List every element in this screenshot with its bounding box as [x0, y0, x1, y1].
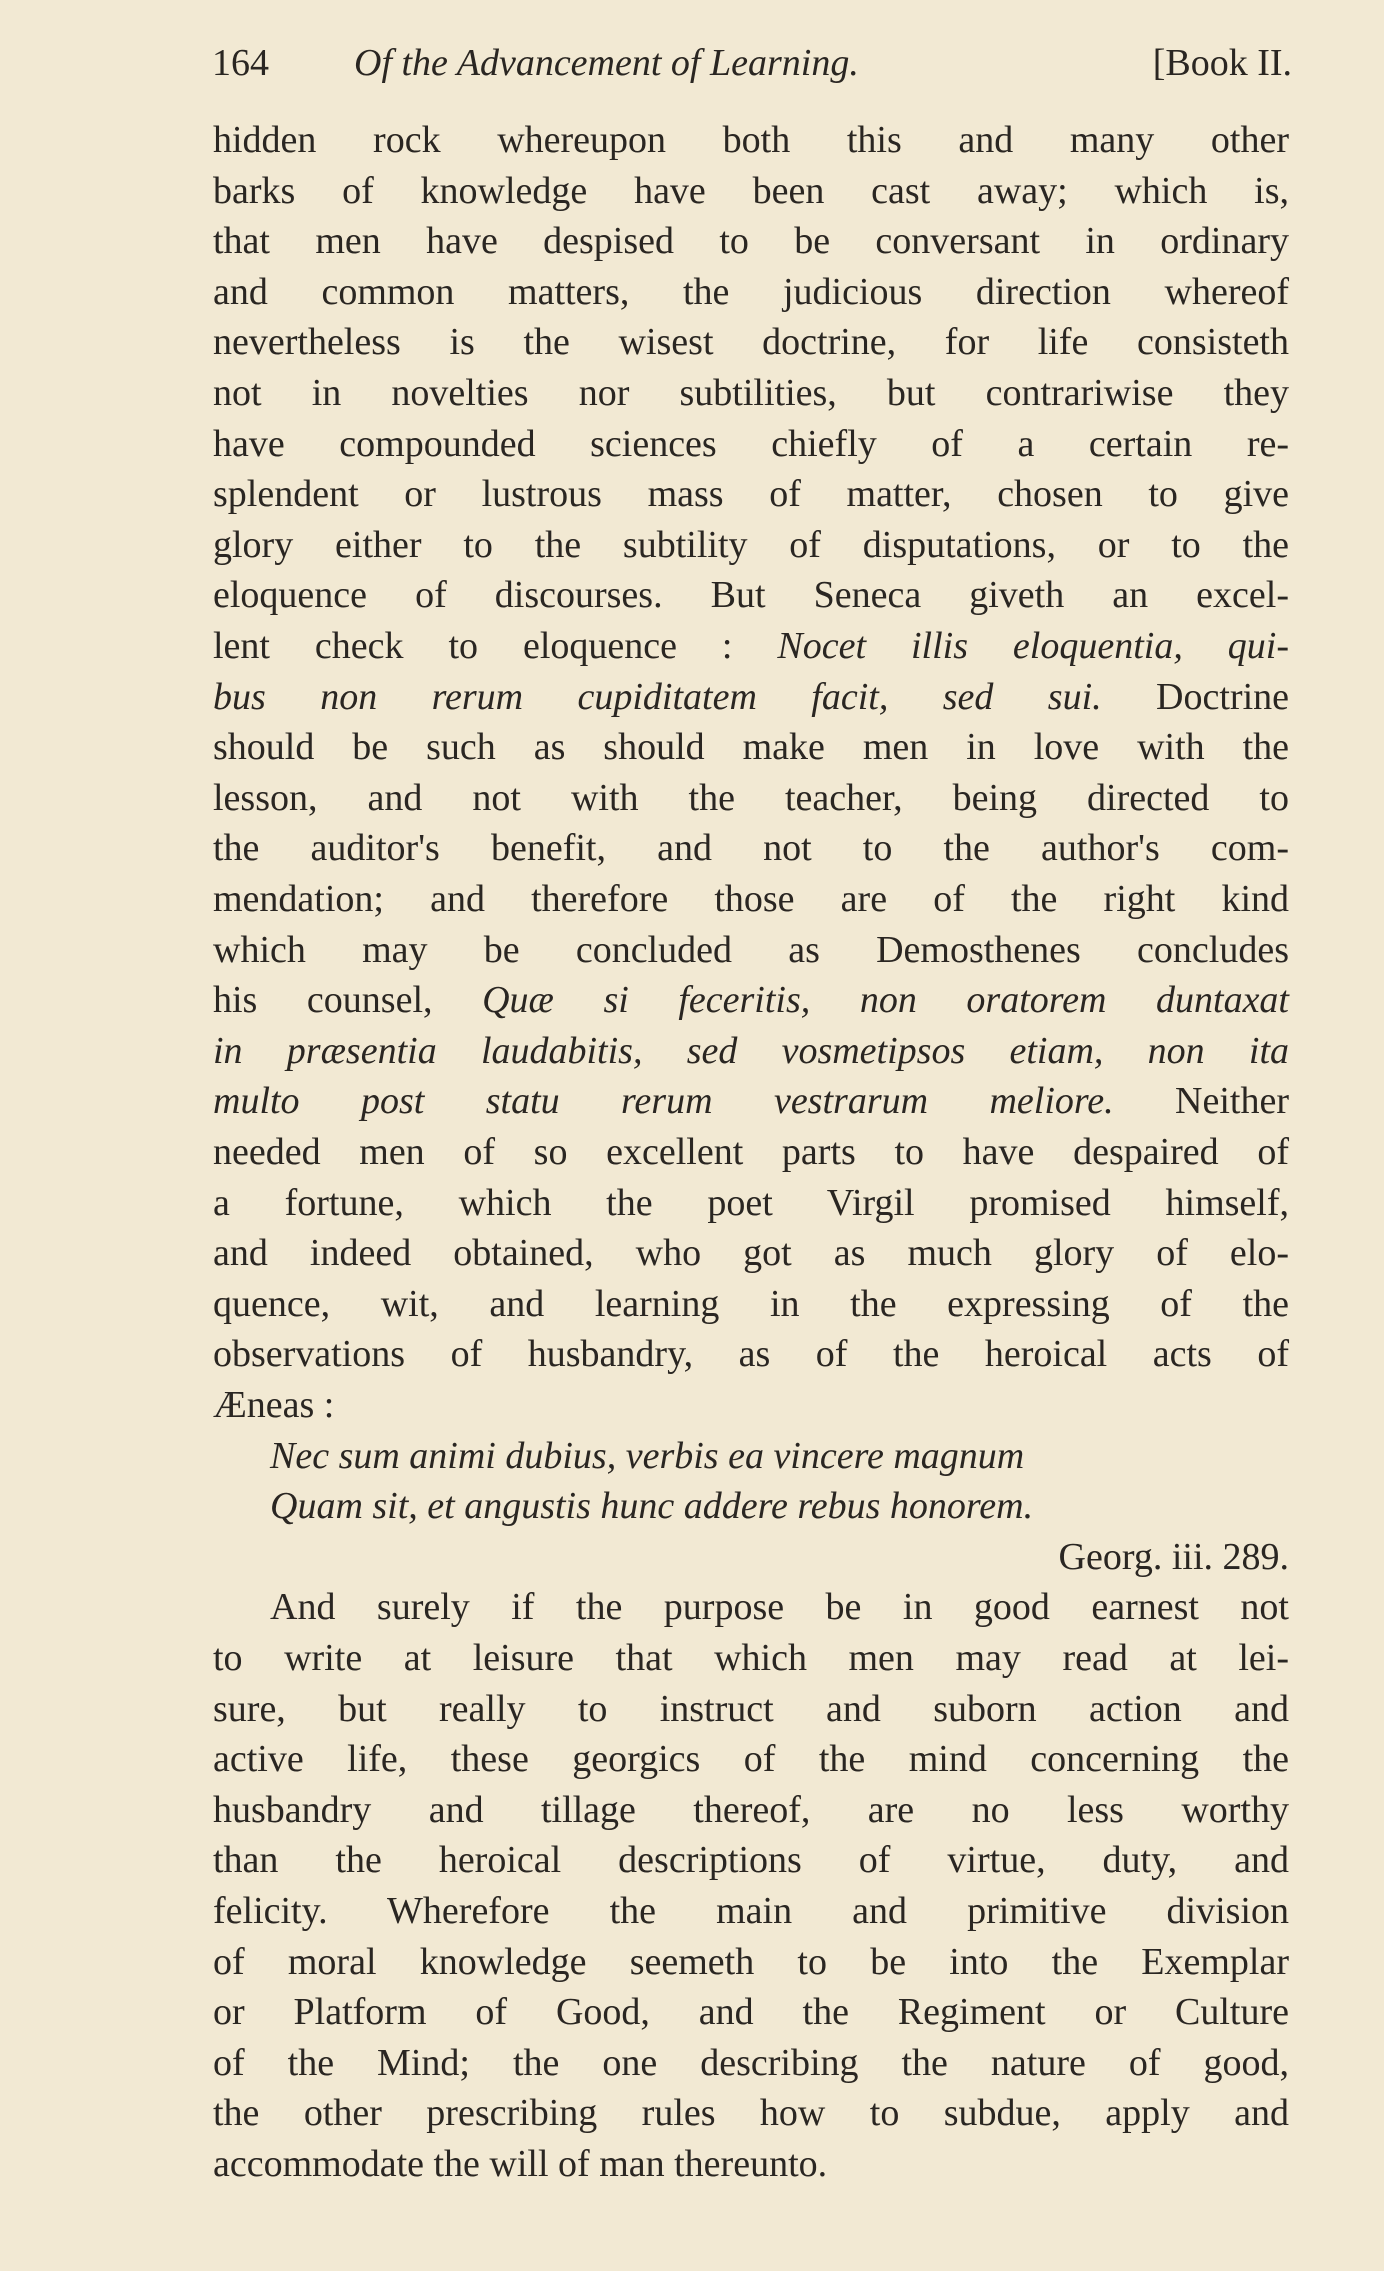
text-line [213, 823, 1289, 873]
text-segment: mendation; and therefore those are of the right kind [213, 878, 1289, 920]
text-line [213, 267, 1289, 317]
text-segment: Doctrine [1101, 675, 1289, 718]
running-title: Of the Advancement of Learning. [354, 42, 859, 84]
text-line [213, 1785, 1289, 1835]
text-segment: a fortune, which the poet Virgil promised himself, [213, 1181, 1289, 1224]
italic-quote: in præsentia laudabitis, sed vosmetipsos etiam, non ita [213, 1029, 1289, 1072]
verse-line [270, 1481, 1033, 1531]
text-line [213, 1076, 1289, 1126]
text-segment: And surely if the purpose be in good earnest not [270, 1586, 1289, 1629]
text-line [213, 1835, 1289, 1885]
text-line [213, 166, 1289, 216]
text-line [213, 2038, 1289, 2088]
text-line [213, 874, 1289, 924]
text-line [213, 1178, 1289, 1228]
text-segment: which may be concluded as Demosthenes concludes [213, 928, 1289, 971]
text-line [213, 1380, 1289, 1430]
text-line [213, 672, 1289, 722]
text-line [213, 520, 1289, 570]
text-line [213, 925, 1289, 975]
text-segment: Georg. iii. 289. [1058, 1535, 1289, 1578]
italic-quote: Nec sum animi dubius, verbis ea vincere magnum [270, 1434, 1025, 1477]
italic-quote: bus non rerum cupiditatem facit, sed sui. [213, 675, 1102, 718]
text-line [213, 1684, 1289, 1734]
italic-quote: Quam sit, et angustis hunc addere rebus honorem. [270, 1485, 1034, 1528]
text-line [213, 368, 1289, 418]
italic-quote: Nocet illis eloquentia, qui- [777, 625, 1289, 667]
text-line [213, 469, 1289, 519]
text-segment: Æneas : [213, 1384, 335, 1426]
text-segment: and indeed obtained, who got as much glory of elo- [213, 1232, 1289, 1275]
text-line [213, 115, 1289, 165]
text-segment: lesson, and not with the teacher, being directed to [213, 776, 1289, 819]
text-line [213, 773, 1289, 823]
text-line [213, 1279, 1289, 1329]
text-segment: splendent or lustrous mass of matter, chosen to give [213, 473, 1289, 516]
text-segment: quence, wit, and learning in the expressing of the [213, 1282, 1289, 1325]
text-segment: barks of knowledge have been cast away; which is, [213, 169, 1289, 212]
text-segment: sure, but really to instruct and suborn action and [213, 1687, 1289, 1730]
text-segment: Neither [1113, 1080, 1290, 1123]
citation [213, 1532, 1289, 1582]
text-line [213, 1026, 1289, 1076]
text-segment: active life, these georgics of the mind concerning the [213, 1738, 1289, 1781]
text-line [213, 975, 1289, 1025]
text-segment: observations of husbandry, as of the heroical acts of [213, 1333, 1289, 1376]
text-line [213, 1633, 1289, 1683]
running-header [212, 38, 1292, 88]
text-segment: have compounded sciences chiefly of a certain re- [213, 422, 1289, 465]
text-line [213, 419, 1289, 469]
italic-quote: Quæ si feceritis, non oratorem duntaxat [482, 979, 1289, 1022]
text-segment: and common matters, the judicious direction whereof [213, 270, 1289, 313]
text-line [213, 621, 1289, 671]
text-segment: the other prescribing rules how to subdue, apply and [213, 2092, 1289, 2135]
text-segment: of the Mind; the one describing the nature of good, [213, 2041, 1289, 2084]
text-line [213, 722, 1289, 772]
text-segment: hidden rock whereupon both this and many other [213, 119, 1289, 161]
text-segment: that men have despised to be conversant in ordinary [213, 220, 1289, 263]
text-segment: lent check to eloquence : [213, 625, 778, 667]
text-segment: his counsel, [213, 979, 483, 1022]
verse-line [270, 1431, 1024, 1481]
text-line [213, 1127, 1289, 1177]
text-segment: nevertheless is the wisest doctrine, for life consisteth [213, 321, 1289, 364]
text-segment: needed men of so excellent parts to have despaired of [213, 1131, 1289, 1173]
text-segment: than the heroical descriptions of virtue, duty, and [213, 1839, 1289, 1882]
text-segment: husbandry and tillage thereof, are no less worthy [213, 1788, 1289, 1831]
text-segment: not in novelties nor subtilities, but contrariwise they [213, 372, 1289, 414]
text-line [213, 216, 1289, 266]
text-line [213, 1734, 1289, 1784]
text-line [213, 2088, 1289, 2138]
page-number: 164 [212, 42, 269, 84]
text-line [213, 1987, 1289, 2037]
text-segment: eloquence of discourses. But Seneca giveth an excel- [213, 574, 1289, 617]
text-line [213, 1886, 1289, 1936]
italic-quote: multo post statu rerum vestrarum meliore. [213, 1080, 1114, 1123]
text-line [213, 2139, 1289, 2189]
book-label: [Book II. [1152, 42, 1292, 84]
text-segment: to write at leisure that which men may read at lei- [213, 1637, 1289, 1679]
text-line [213, 570, 1289, 620]
text-segment: should be such as should make men in love with the [213, 726, 1289, 769]
text-line [213, 1228, 1289, 1278]
text-segment: of moral knowledge seemeth to be into the Exemplar [213, 1940, 1289, 1983]
text-segment: glory either to the subtility of disputations, or to the [213, 523, 1289, 566]
text-line [270, 1582, 1289, 1632]
text-segment: felicity. Wherefore the main and primitive division [213, 1890, 1289, 1932]
text-line [213, 1937, 1289, 1987]
text-segment: accommodate the will of man thereunto. [213, 2143, 828, 2185]
text-segment: the auditor's benefit, and not to the author's com- [213, 827, 1289, 870]
text-line [213, 317, 1289, 367]
text-line [213, 1329, 1289, 1379]
text-segment: or Platform of Good, and the Regiment or Culture [213, 1991, 1289, 2034]
